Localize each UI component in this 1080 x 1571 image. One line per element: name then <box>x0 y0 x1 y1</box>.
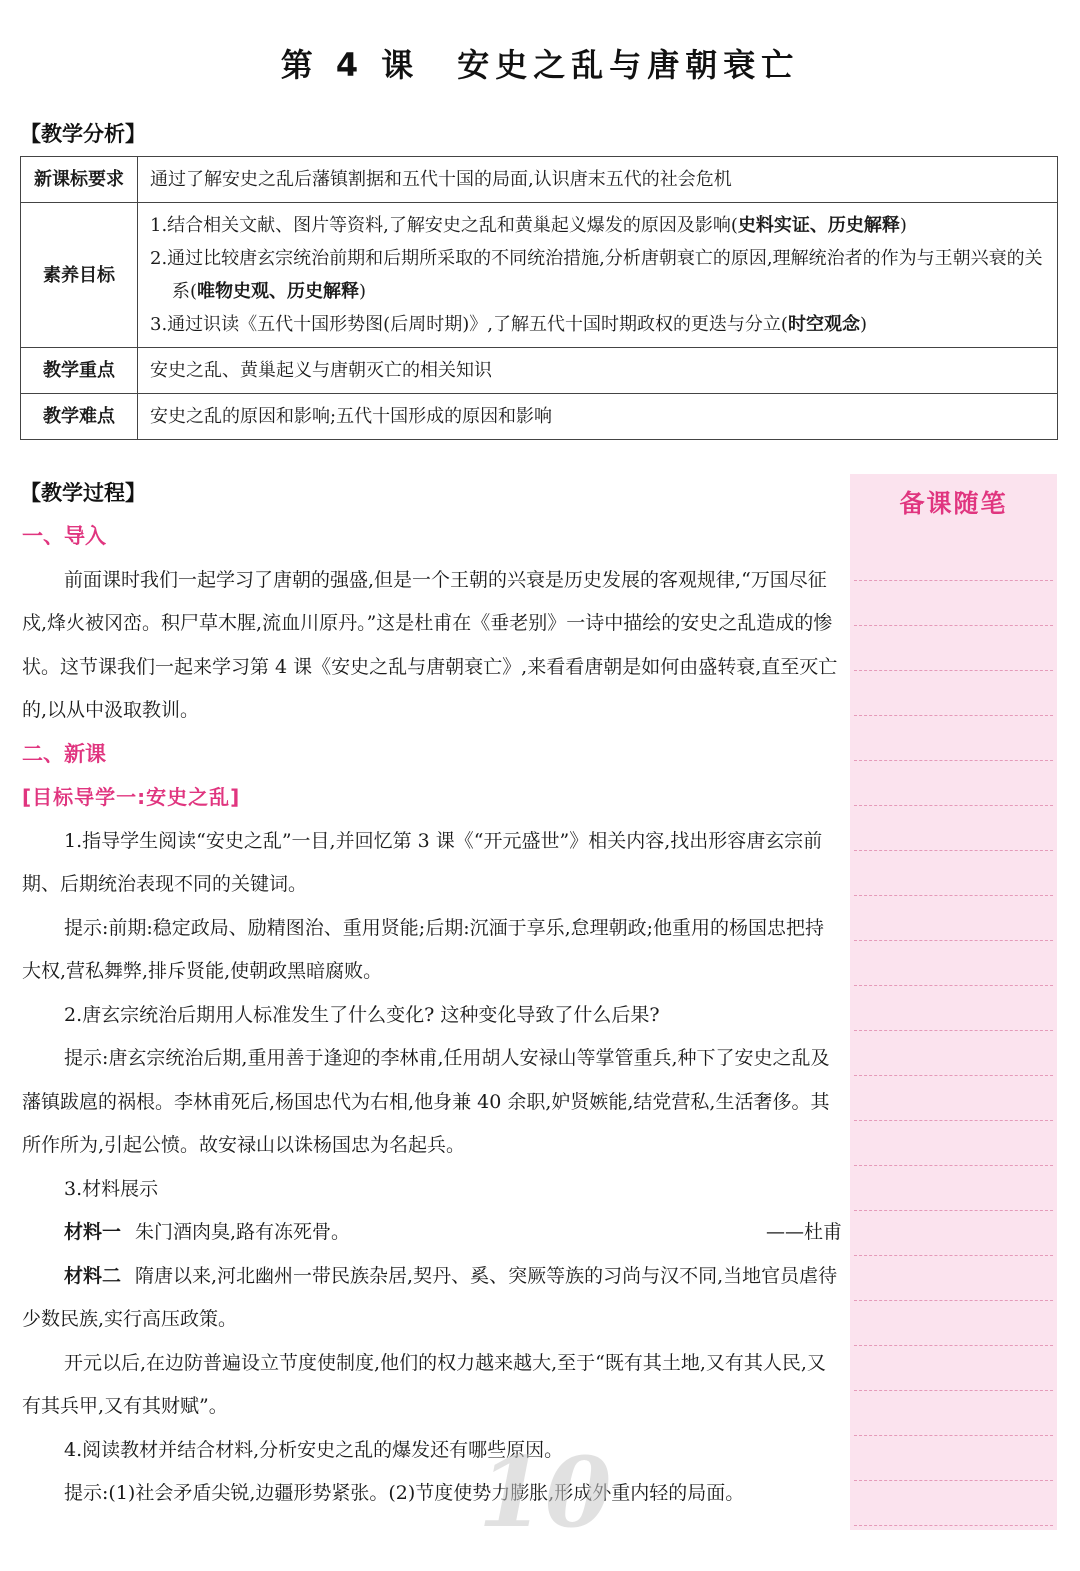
table-row <box>21 394 1058 440</box>
material-1-text: 朱门酒肉臭,路有冻死骨。 <box>135 1221 351 1243</box>
difficulty-text: 安史之乱的原因和影响;五代十国形成的原因和影响 <box>138 394 1058 440</box>
notes-sidebar <box>850 474 1057 1530</box>
material-2-text: 隋唐以来,河北幽州一带民族杂居,契丹、奚、突厥等族的习尚与汉不同,当地官员虐待少数民族,实行高压政策。 <box>22 1264 838 1330</box>
question-3: 3.材料展示 <box>64 1177 159 1200</box>
note-line <box>854 1166 1053 1211</box>
question-1: 1.指导学生阅读“安史之乱”一目,并回忆第 3 课《“开元盛世”》相关内容,找出形容唐玄宗前期、后期统治表现不同的关键词。 <box>22 829 823 895</box>
table-row <box>21 348 1058 394</box>
intro-paragraph: 前面课时我们一起学习了唐朝的强盛,但是一个王朝的兴衰是历史发展的客观规律,“万国尽征戍,烽火被冈峦。积尸草木腥,流血川原丹。”这是杜甫在《垂老别》一诗中描绘的安史之乱造成的惨状。这节课我们一起来学习第 4 课《安史之乱与唐朝衰亡》,来看看唐朝是如何由盛转衰,直至灭亡的,以从中汲取教训。 <box>22 568 838 721</box>
key-point-label: 教学重点 <box>21 348 138 394</box>
analysis-table <box>20 156 1058 440</box>
note-line <box>854 941 1053 986</box>
note-line <box>854 761 1053 806</box>
note-line <box>854 671 1053 716</box>
note-line <box>854 536 1053 581</box>
table-row <box>21 157 1058 203</box>
intro-heading: 一、导入 <box>22 524 106 548</box>
literacy-item: 1.结合相关文献、图片等资料,了解安史之乱和黄巢起义爆发的原因及影响(史料实证、历史解释) <box>150 215 907 236</box>
note-line <box>854 581 1053 626</box>
note-line <box>854 1121 1053 1166</box>
new-lesson-heading: 二、新课 <box>22 741 106 766</box>
material-1-label: 材料一 <box>64 1221 122 1243</box>
note-line <box>854 986 1053 1031</box>
note-line <box>854 626 1053 671</box>
lesson-title: 第 4 课 安史之乱与唐朝衰亡 <box>280 46 800 84</box>
note-line <box>854 1256 1053 1301</box>
material-2-cont: 开元以后,在边防普遍设立节度使制度,他们的权力越来越大,至于“既有其土地,又有其人民,又有其兵甲,又有其财赋”。 <box>22 1351 826 1417</box>
analysis-heading: 【教学分析】 <box>20 122 146 146</box>
note-line <box>854 1391 1053 1436</box>
material-1-source: ——杜甫 <box>765 1221 842 1243</box>
literacy-goals <box>138 203 1058 348</box>
question-4: 4.阅读教材并结合材料,分析安史之乱的爆发还有哪些原因。 <box>64 1438 564 1461</box>
note-line <box>854 1031 1053 1076</box>
difficulty-label: 教学难点 <box>21 394 138 440</box>
page-number: 10 <box>478 1436 612 1549</box>
note-line <box>854 716 1053 761</box>
table-row <box>21 203 1058 348</box>
material-1 <box>22 1211 842 1255</box>
literacy-item: 3.通过识读《五代十国形势图(后周时期)》,了解五代十国时期政权的更迭与分立(时空观念) <box>150 314 867 335</box>
note-line <box>854 1436 1053 1481</box>
note-line <box>854 1211 1053 1256</box>
answer-1: 提示:前期:稳定政局、励精图治、重用贤能;后期:沉湎于享乐,怠理朝政;他重用的杨国忠把持大权,营私舞弊,排斥贤能,使朝政黑暗腐败。 <box>22 916 825 982</box>
literacy-item: 2.通过比较唐玄宗统治前期和后期所采取的不同统治措施,分析唐朝衰亡的原因,理解统治者的作为与王朝兴衰的关系(唯物史观、历史解释) <box>150 248 1043 302</box>
material-2 <box>22 1255 842 1342</box>
process-heading: 【教学过程】 <box>20 481 146 505</box>
lesson-content <box>22 515 842 1516</box>
answer-4: 提示:(1)社会矛盾尖锐,边疆形势紧张。(2)节度使势力膨胀,形成外重内轻的局面。 <box>64 1482 745 1504</box>
literacy-label: 素养目标 <box>21 203 138 348</box>
goal-heading: [目标导学一:安史之乱] <box>22 785 241 809</box>
key-point-text: 安史之乱、黄巢起义与唐朝灭亡的相关知识 <box>138 348 1058 394</box>
note-line <box>854 1076 1053 1121</box>
sidebar-title: 备课随笔 <box>899 489 1008 518</box>
material-2-label: 材料二 <box>64 1264 122 1287</box>
note-line <box>854 896 1053 941</box>
note-line <box>854 1346 1053 1391</box>
note-line <box>854 851 1053 896</box>
question-2: 2.唐玄宗统治后期用人标准发生了什么变化? 这种变化导致了什么后果? <box>64 1003 660 1026</box>
standard-text: 通过了解安史之乱后藩镇割据和五代十国的局面,认识唐末五代的社会危机 <box>138 157 1058 203</box>
note-line <box>854 1481 1053 1526</box>
standard-label: 新课标要求 <box>21 157 138 203</box>
answer-2: 提示:唐玄宗统治后期,重用善于逢迎的李林甫,任用胡人安禄山等掌管重兵,种下了安史之乱及藩镇跋扈的祸根。李林甫死后,杨国忠代为右相,他身兼 40 余职,妒贤嫉能,结党营私,生活奢侈。其所作所为,引起公愤。故安禄山以诛杨国忠为名起兵。 <box>22 1047 830 1156</box>
note-line <box>854 1301 1053 1346</box>
note-line <box>854 806 1053 851</box>
